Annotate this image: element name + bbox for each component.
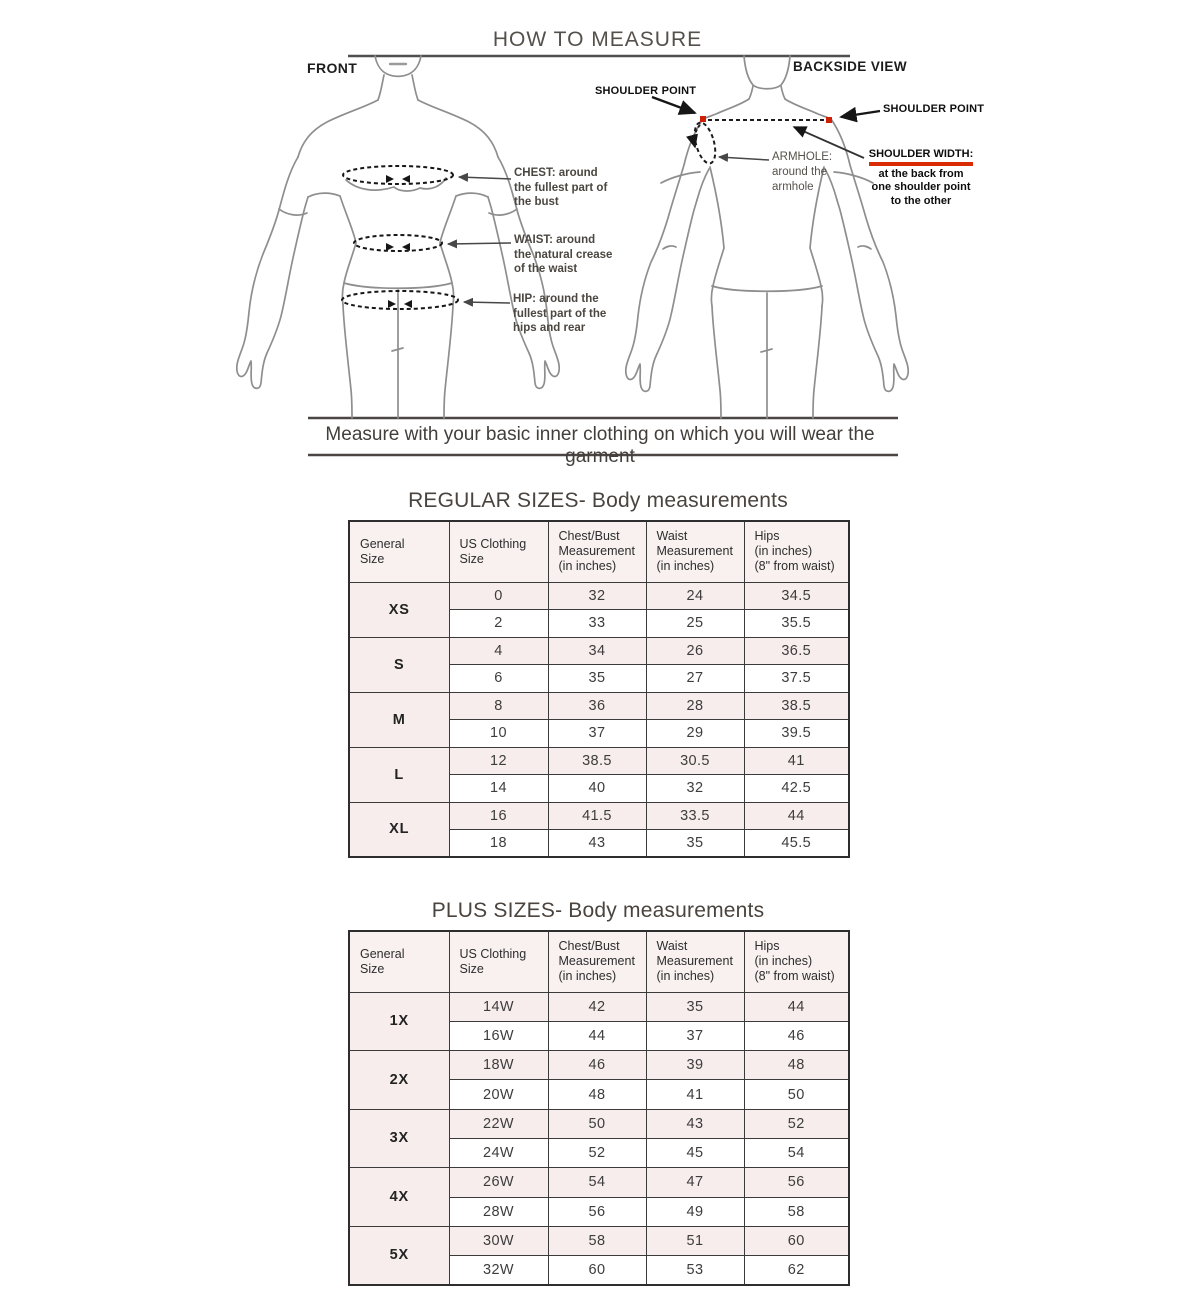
measurement-cell: 43 [646,1109,744,1138]
measurement-cell: 8 [449,692,548,720]
measurement-cell: 34 [548,637,646,665]
measurement-cell: 62 [744,1256,849,1285]
shoulder-point-label-right: SHOULDER POINT [883,103,985,115]
column-header: Hips (in inches) (8" from waist) [744,931,849,992]
measurement-cell: 49 [646,1197,744,1226]
column-header: Hips (in inches) (8" from waist) [744,521,849,582]
column-header: Waist Measurement (in inches) [646,931,744,992]
measurement-cell: 41 [646,1080,744,1109]
measurement-cell: 46 [744,1021,849,1050]
page-title: HOW TO MEASURE [492,28,703,51]
measurement-cell: 46 [548,1051,646,1080]
measurement-cell: 56 [744,1168,849,1197]
measurement-cell: 32 [548,582,646,610]
regular-sizes-table [348,520,850,858]
regular-sizes-title: REGULAR SIZES- Body measurements [408,489,788,512]
measurement-cell: 32W [449,1256,548,1285]
measurement-cell: 18W [449,1051,548,1080]
shoulder-width-annotation: SHOULDER WIDTH: at the back from one shoulder point to the other [868,148,974,207]
measurement-cell: 58 [744,1197,849,1226]
measurement-cell: 54 [548,1168,646,1197]
measurement-cell: 24 [646,582,744,610]
measurement-cell: 26W [449,1168,548,1197]
chest-annotation: CHEST: around the fullest part of the bust [514,167,608,208]
size-row [349,637,849,665]
armhole-annotation: ARMHOLE: around the armhole [772,151,833,193]
measurement-cell: 6 [449,665,548,693]
measure-instruction: Measure with your basic inner clothing on which you will wear the garment [325,424,875,467]
column-header: Chest/Bust Measurement (in inches) [548,521,646,582]
measurement-cell: 16 [449,802,548,830]
measurement-cell: 27 [646,665,744,693]
column-header: Chest/Bust Measurement (in inches) [548,931,646,992]
measurement-cell: 37 [646,1021,744,1050]
measurement-cell: 45 [646,1138,744,1167]
waist-annotation: WAIST: around the natural crease of the waist [514,234,613,275]
general-size-cell: 1X [349,992,449,1051]
measurement-cell: 29 [646,720,744,748]
measurement-cell: 56 [548,1197,646,1226]
measurement-cell: 12 [449,747,548,775]
measurement-cell: 53 [646,1256,744,1285]
measurement-cell: 42.5 [744,775,849,803]
column-header: General Size [349,521,449,582]
measurement-cell: 44 [744,992,849,1021]
measurement-cell: 58 [548,1226,646,1255]
general-size-cell: 4X [349,1168,449,1227]
size-row [349,582,849,610]
measurement-cell: 10 [449,720,548,748]
measurement-cell: 52 [744,1109,849,1138]
front-body-figure [237,56,559,418]
measurement-cell: 14W [449,992,548,1021]
shoulder-point-label-left: SHOULDER POINT [595,85,697,97]
measurement-cell: 20W [449,1080,548,1109]
general-size-cell: 3X [349,1109,449,1168]
general-size-cell: XS [349,582,449,637]
measurement-cell: 35.5 [744,610,849,638]
measurement-cell: 4 [449,637,548,665]
measurement-cell: 35 [548,665,646,693]
measurement-cell: 47 [646,1168,744,1197]
column-header: Waist Measurement (in inches) [646,521,744,582]
measurement-cell: 2 [449,610,548,638]
front-view-label: FRONT [307,60,358,76]
column-header: US Clothing Size [449,521,548,582]
general-size-cell: 5X [349,1226,449,1285]
measurement-cell: 24W [449,1138,548,1167]
size-row [349,992,849,1021]
measurement-cell: 37 [548,720,646,748]
measurement-cell: 33 [548,610,646,638]
measurement-cell: 26 [646,637,744,665]
measurement-cell: 28 [646,692,744,720]
measurement-cell: 45.5 [744,830,849,858]
measurement-cell: 30.5 [646,747,744,775]
measurement-cell: 39.5 [744,720,849,748]
measurement-cell: 50 [548,1109,646,1138]
annotation-arrows [448,97,880,303]
measurement-cell: 43 [548,830,646,858]
size-row [349,692,849,720]
measurement-cell: 51 [646,1226,744,1255]
column-header: General Size [349,931,449,992]
measurement-cell: 35 [646,830,744,858]
measurement-cell: 42 [548,992,646,1021]
plus-sizes-table [348,930,850,1286]
column-header: US Clothing Size [449,931,548,992]
general-size-cell: L [349,747,449,802]
measurement-cell: 48 [744,1051,849,1080]
measurement-cell: 16W [449,1021,548,1050]
measurement-cell: 25 [646,610,744,638]
hip-annotation: HIP: around the fullest part of the hips and rear [513,293,607,334]
size-row [349,1109,849,1138]
measurement-cell: 39 [646,1051,744,1080]
measurement-cell: 36 [548,692,646,720]
measurement-cell: 41.5 [548,802,646,830]
measurement-cell: 14 [449,775,548,803]
measurement-cell: 30W [449,1226,548,1255]
shoulder-width-title: SHOULDER WIDTH: [869,148,974,166]
measurement-cell: 0 [449,582,548,610]
backside-view-label: BACKSIDE VIEW [793,59,907,74]
measurement-cell: 60 [744,1226,849,1255]
size-row [349,802,849,830]
size-row [349,747,849,775]
measurement-cell: 40 [548,775,646,803]
measurement-cell: 34.5 [744,582,849,610]
plus-sizes-title: PLUS SIZES- Body measurements [431,899,765,922]
measurement-cell: 44 [744,802,849,830]
measurement-cell: 44 [548,1021,646,1050]
measurement-cell: 60 [548,1256,646,1285]
measurement-cell: 41 [744,747,849,775]
measurement-cell: 50 [744,1080,849,1109]
measurement-cell: 54 [744,1138,849,1167]
size-row [349,1051,849,1080]
general-size-cell: M [349,692,449,747]
measurement-cell: 38.5 [744,692,849,720]
size-row [349,1168,849,1197]
measurement-cell: 35 [646,992,744,1021]
general-size-cell: XL [349,802,449,857]
measurement-cell: 48 [548,1080,646,1109]
back-body-figure [626,56,908,418]
general-size-cell: S [349,637,449,692]
measurement-cell: 33.5 [646,802,744,830]
size-row [349,1226,849,1255]
measurement-cell: 38.5 [548,747,646,775]
general-size-cell: 2X [349,1051,449,1110]
measurement-cell: 22W [449,1109,548,1138]
measurement-cell: 32 [646,775,744,803]
measurement-cell: 18 [449,830,548,858]
measurement-cell: 28W [449,1197,548,1226]
measurement-cell: 52 [548,1138,646,1167]
measurement-cell: 37.5 [744,665,849,693]
measurement-cell: 36.5 [744,637,849,665]
